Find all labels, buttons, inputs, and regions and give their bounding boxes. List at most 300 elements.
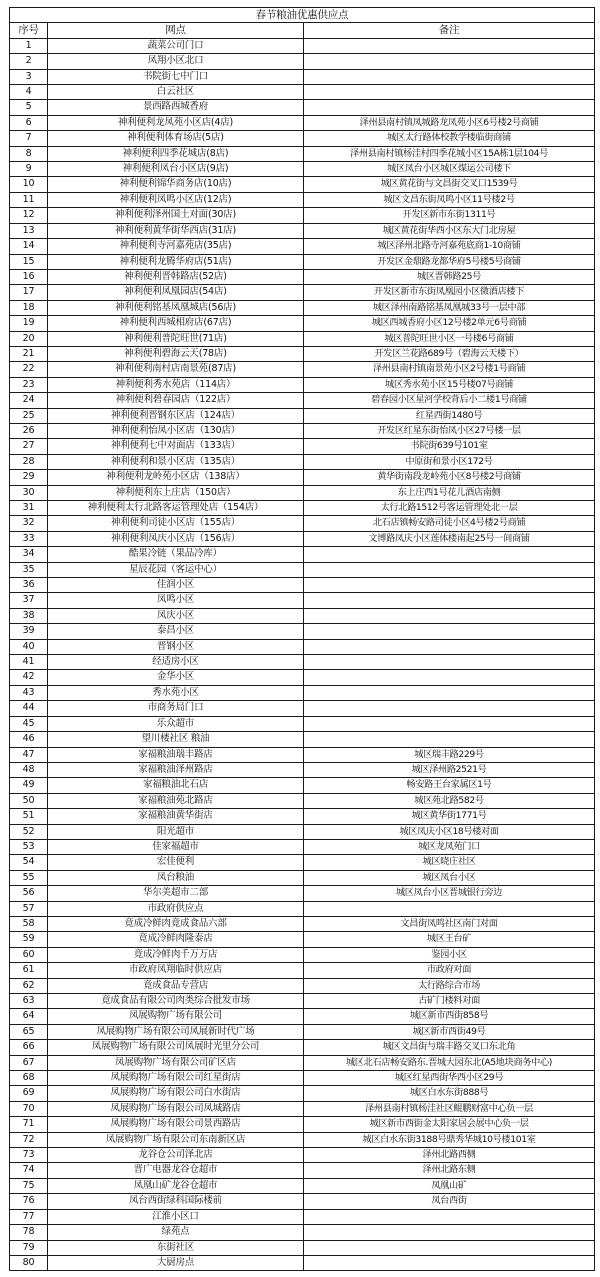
table-row: [10, 1132, 595, 1147]
table-row: [10, 1163, 595, 1178]
row-index: 71: [10, 1117, 48, 1132]
row-remark: [304, 608, 595, 623]
row-index: 75: [10, 1178, 48, 1193]
table-row: [10, 562, 595, 577]
row-index: 10: [10, 177, 48, 192]
row-index: 19: [10, 316, 48, 331]
row-index: 48: [10, 762, 48, 777]
table-row: [10, 1117, 595, 1132]
row-remark: 凤台西街: [304, 1194, 595, 1209]
table-row: [10, 778, 595, 793]
row-remark: [304, 38, 595, 53]
table-row: [10, 54, 595, 69]
table-row: [10, 716, 595, 731]
row-outlet: 阳光超市: [48, 824, 304, 839]
row-outlet: 家福粮油瑞丰路店: [48, 747, 304, 762]
row-outlet: 家福粮油黄华街店: [48, 809, 304, 824]
row-remark: 红星西街1480号: [304, 408, 595, 423]
row-outlet: 凤展购物广场有限公司景西路店: [48, 1117, 304, 1132]
row-index: 12: [10, 208, 48, 223]
row-outlet: 景西路西城香府: [48, 100, 304, 115]
row-outlet: 市政府供应点: [48, 901, 304, 916]
row-remark: 城区晓庄社区: [304, 855, 595, 870]
table-row: [10, 531, 595, 546]
row-remark: [304, 1209, 595, 1224]
row-remark: [304, 1240, 595, 1255]
table-row: [10, 870, 595, 885]
row-index: 58: [10, 916, 48, 931]
row-outlet: 神利便利泽州国土对面(30店): [48, 208, 304, 223]
row-remark: 城区凤庆小区18号楼对面: [304, 824, 595, 839]
row-index: 35: [10, 562, 48, 577]
row-outlet: 神利便利寺河嘉苑店(35店): [48, 239, 304, 254]
row-index: 6: [10, 115, 48, 130]
row-outlet: 神利便利晋韩路店(52店): [48, 269, 304, 284]
row-index: 21: [10, 346, 48, 361]
row-index: 33: [10, 531, 48, 546]
table-row: [10, 85, 595, 100]
row-outlet: 佳家福超市: [48, 839, 304, 854]
table-row: [10, 994, 595, 1009]
row-remark: [304, 54, 595, 69]
table-row: [10, 408, 595, 423]
row-remark: 城区凤台小区晋城银行旁边: [304, 886, 595, 901]
row-index: 40: [10, 639, 48, 654]
table-row: [10, 901, 595, 916]
row-outlet: 白云社区: [48, 85, 304, 100]
row-outlet: 家福粮油苑北路店: [48, 793, 304, 808]
table-row: [10, 947, 595, 962]
table-row: [10, 100, 595, 115]
row-index: 28: [10, 454, 48, 469]
row-index: 24: [10, 393, 48, 408]
row-index: 42: [10, 670, 48, 685]
row-index: 18: [10, 300, 48, 315]
table-row: [10, 747, 595, 762]
row-index: 77: [10, 1209, 48, 1224]
table-row: [10, 916, 595, 931]
table-row: [10, 1178, 595, 1193]
row-outlet: 经适房小区: [48, 655, 304, 670]
row-outlet: 神利便利四季花城店(8店): [48, 146, 304, 161]
row-index: 41: [10, 655, 48, 670]
row-outlet: 蔬菜公司门口: [48, 38, 304, 53]
table-row: [10, 608, 595, 623]
row-remark: 市政府对面: [304, 963, 595, 978]
row-remark: 城区文昌街与瑞丰路交叉口东北角: [304, 1040, 595, 1055]
row-outlet: 神利便利锦华商务店(10店): [48, 177, 304, 192]
row-outlet: 酷果冷链（果品冷库）: [48, 547, 304, 562]
row-remark: 碧春园小区星河学校背后小二楼1号商铺: [304, 393, 595, 408]
row-outlet: 竟成冷鲜肉竟成食品六部: [48, 916, 304, 931]
row-index: 14: [10, 239, 48, 254]
row-index: 74: [10, 1163, 48, 1178]
table-row: [10, 362, 595, 377]
header-remark: 备注: [304, 23, 595, 38]
row-outlet: 晋广电器龙谷仓超市: [48, 1163, 304, 1178]
row-remark: [304, 732, 595, 747]
table-row: [10, 793, 595, 808]
row-outlet: 凤翔小区北口: [48, 54, 304, 69]
row-outlet: 神利便利龙凤苑小区店(4店): [48, 115, 304, 130]
table-row: [10, 1225, 595, 1240]
row-outlet: 凤台西街绿科国际楼前: [48, 1194, 304, 1209]
table-row: [10, 192, 595, 207]
table-row: [10, 115, 595, 130]
table-row: [10, 485, 595, 500]
row-index: 26: [10, 423, 48, 438]
row-outlet: 竟成冷鲜肉千万万店: [48, 947, 304, 962]
row-remark: 城区泽州北路寺河嘉苑底商1-10商铺: [304, 239, 595, 254]
table-row: [10, 1040, 595, 1055]
row-remark: 黄华街南段龙岭苑小区8号楼2号商铺: [304, 470, 595, 485]
row-remark: [304, 639, 595, 654]
table-row: [10, 470, 595, 485]
row-outlet: 家福粮油泽州路店: [48, 762, 304, 777]
row-remark: 古矿门楼料对面: [304, 994, 595, 1009]
row-remark: 城区泽州路2521号: [304, 762, 595, 777]
row-outlet: 凤凰山矿龙谷仓超市: [48, 1178, 304, 1193]
row-outlet: 神利便利秀水苑店（114店）: [48, 377, 304, 392]
row-remark: 开发区新市东街1311号: [304, 208, 595, 223]
table-row: [10, 285, 595, 300]
row-index: 64: [10, 1009, 48, 1024]
row-remark: 太行北路1512号客运管理处北一层: [304, 501, 595, 516]
row-remark: [304, 85, 595, 100]
row-index: 70: [10, 1101, 48, 1116]
row-outlet: 星辰花园（客运中心）: [48, 562, 304, 577]
row-remark: [304, 593, 595, 608]
row-outlet: 大厨房点: [48, 1255, 304, 1270]
row-remark: 城区黄花街与文昌街交叉口1539号: [304, 177, 595, 192]
row-index: 79: [10, 1240, 48, 1255]
row-outlet: 凤展购物广场有限公司红星街店: [48, 1071, 304, 1086]
row-index: 15: [10, 254, 48, 269]
table-row: [10, 393, 595, 408]
row-outlet: 神利便利凤鸣小区店(12店): [48, 192, 304, 207]
row-remark: 城区苑北路582号: [304, 793, 595, 808]
row-remark: 城区秀水苑小区15号楼07号商铺: [304, 377, 595, 392]
table-row: [10, 963, 595, 978]
row-index: 27: [10, 439, 48, 454]
table-row: [10, 762, 595, 777]
row-outlet: 竟成冷鲜肉隆泰店: [48, 932, 304, 947]
row-outlet: 神利便利铭基凤凰城店(56店): [48, 300, 304, 315]
row-index: 62: [10, 978, 48, 993]
row-index: 22: [10, 362, 48, 377]
row-index: 13: [10, 223, 48, 238]
title-row: [10, 8, 595, 23]
row-remark: 泽州县南村镇杨洼村四季花城小区15A栋1层104号: [304, 146, 595, 161]
row-remark: [304, 547, 595, 562]
row-remark: 文博路凤庆小区莲体楼南起25号一间商铺: [304, 531, 595, 546]
row-remark: [304, 716, 595, 731]
table-row: [10, 331, 595, 346]
row-index: 32: [10, 516, 48, 531]
row-remark: 城区太行路体校教学楼临街商铺: [304, 131, 595, 146]
table-row: [10, 300, 595, 315]
table-row: [10, 1148, 595, 1163]
row-index: 50: [10, 793, 48, 808]
table-row: [10, 1055, 595, 1070]
table-row: [10, 886, 595, 901]
row-remark: 城区新市西街金太阳家居会展中心负一层: [304, 1117, 595, 1132]
table-row: [10, 516, 595, 531]
table-row: [10, 932, 595, 947]
header-index: 序号: [10, 23, 48, 38]
row-outlet: 市政府凤翔临时供应店: [48, 963, 304, 978]
table-row: [10, 1194, 595, 1209]
row-remark: 开发区金鼎路龙都华府5号楼5号商铺: [304, 254, 595, 269]
row-outlet: 金华小区: [48, 670, 304, 685]
table-row: [10, 732, 595, 747]
row-remark: 城区瑞丰路229号: [304, 747, 595, 762]
row-remark: 城区白水东街3188号鼎秀华城10号楼101室: [304, 1132, 595, 1147]
table-row: [10, 208, 595, 223]
table-row: [10, 1071, 595, 1086]
row-index: 16: [10, 269, 48, 284]
row-outlet: 家福粮油北石店: [48, 778, 304, 793]
row-outlet: 凤展购物广场有限公司凤展时光里分公司: [48, 1040, 304, 1055]
row-remark: 城区红星西街华西小区29号: [304, 1071, 595, 1086]
row-index: 55: [10, 870, 48, 885]
table-row: [10, 685, 595, 700]
row-remark: 城区龙凤苑门口: [304, 839, 595, 854]
table-row: [10, 547, 595, 562]
row-outlet: 神利便利七中对面店（133店）: [48, 439, 304, 454]
row-remark: 开发区新市东街凤凰园小区微酒店楼下: [304, 285, 595, 300]
row-outlet: 神利便利龙岭苑小区店（138店）: [48, 470, 304, 485]
row-index: 57: [10, 901, 48, 916]
outlet-table: [9, 7, 595, 1271]
row-outlet: 凤展购物广场有限公司: [48, 1009, 304, 1024]
row-remark: [304, 1225, 595, 1240]
table-row: [10, 346, 595, 361]
table-row: [10, 839, 595, 854]
row-index: 78: [10, 1225, 48, 1240]
row-index: 5: [10, 100, 48, 115]
row-remark: [304, 69, 595, 84]
table-row: [10, 454, 595, 469]
row-remark: 文昌街凤鸣社区南门对面: [304, 916, 595, 931]
row-remark: [304, 685, 595, 700]
row-remark: 城区文昌东街凤鸣小区11号楼2号: [304, 192, 595, 207]
row-index: 3: [10, 69, 48, 84]
table-row: [10, 69, 595, 84]
table-row: [10, 639, 595, 654]
table-row: [10, 578, 595, 593]
row-outlet: 神利便利黄华街华西店(31店): [48, 223, 304, 238]
row-outlet: 佳润小区: [48, 578, 304, 593]
row-outlet: 神利便利体育场店(5店): [48, 131, 304, 146]
header-outlet: 网点: [48, 23, 304, 38]
row-remark: 北石店镇畅安路司徒小区4号楼2号商铺: [304, 516, 595, 531]
table-row: [10, 978, 595, 993]
row-remark: 城区北石店畅安路东.晋城大园东北(A5地块商务中心): [304, 1055, 595, 1070]
row-index: 56: [10, 886, 48, 901]
row-outlet: 凤展购物广场有限公司白水街店: [48, 1086, 304, 1101]
row-outlet: 神利便利东上庄店（150店）: [48, 485, 304, 500]
row-outlet: 乐众超市: [48, 716, 304, 731]
row-outlet: 书院街七中门口: [48, 69, 304, 84]
row-remark: 城区白水东街888号: [304, 1086, 595, 1101]
row-outlet: 龙谷仓公司泽北店: [48, 1148, 304, 1163]
row-remark: 城区晋韩路25号: [304, 269, 595, 284]
row-index: 49: [10, 778, 48, 793]
row-index: 29: [10, 470, 48, 485]
table-row: [10, 1240, 595, 1255]
row-index: 34: [10, 547, 48, 562]
row-outlet: 望川楼社区 粮油: [48, 732, 304, 747]
table-row: [10, 809, 595, 824]
table-row: [10, 131, 595, 146]
table-row: [10, 162, 595, 177]
row-remark: 中原街和景小区172号: [304, 454, 595, 469]
table-row: [10, 655, 595, 670]
row-remark: 太行路综合市场: [304, 978, 595, 993]
row-index: 76: [10, 1194, 48, 1209]
table-row: [10, 1024, 595, 1039]
row-index: 63: [10, 994, 48, 1009]
row-index: 60: [10, 947, 48, 962]
row-outlet: 凤展购物广场有限公司凤城路店: [48, 1101, 304, 1116]
row-outlet: 宏佳便利: [48, 855, 304, 870]
row-outlet: 神利便利和景小区店（135店）: [48, 454, 304, 469]
row-outlet: 市商务局门口: [48, 701, 304, 716]
row-remark: 城区西城香府小区12号楼2单元6号商铺: [304, 316, 595, 331]
row-outlet: 东街社区: [48, 1240, 304, 1255]
row-remark: [304, 901, 595, 916]
table-row: [10, 38, 595, 53]
row-outlet: 神利便利太行北路客运管理处店（154店）: [48, 501, 304, 516]
row-index: 80: [10, 1255, 48, 1270]
row-index: 38: [10, 608, 48, 623]
table-row: [10, 423, 595, 438]
row-index: 47: [10, 747, 48, 762]
row-remark: [304, 624, 595, 639]
row-outlet: 竟成食品有限公司肉类综合批发市场: [48, 994, 304, 1009]
row-remark: 泽州北路东侧: [304, 1163, 595, 1178]
row-outlet: 泰昌小区: [48, 624, 304, 639]
row-outlet: 凤台粮油: [48, 870, 304, 885]
row-outlet: 神利便利普陀旺世(71店): [48, 331, 304, 346]
row-index: 65: [10, 1024, 48, 1039]
row-index: 30: [10, 485, 48, 500]
row-index: 46: [10, 732, 48, 747]
row-outlet: 神利便利西城相府店(67店): [48, 316, 304, 331]
row-index: 31: [10, 501, 48, 516]
table-row: [10, 701, 595, 716]
row-remark: 书院街639号101室: [304, 439, 595, 454]
row-index: 7: [10, 131, 48, 146]
row-remark: [304, 100, 595, 115]
table-row: [10, 177, 595, 192]
table-row: [10, 593, 595, 608]
row-remark: 城区普陀旺世小区一号楼6号商铺: [304, 331, 595, 346]
row-index: 4: [10, 85, 48, 100]
row-remark: 泽州县南村镇南景苑小区2号楼1号商铺: [304, 362, 595, 377]
table-row: [10, 670, 595, 685]
row-remark: [304, 701, 595, 716]
row-index: 59: [10, 932, 48, 947]
row-index: 25: [10, 408, 48, 423]
row-remark: 鉴园小区: [304, 947, 595, 962]
row-outlet: 神利便利龙腾华府店(51店): [48, 254, 304, 269]
table-row: [10, 377, 595, 392]
row-index: 11: [10, 192, 48, 207]
table-row: [10, 146, 595, 161]
row-index: 66: [10, 1040, 48, 1055]
row-remark: 城区凤台小区城区煤运公司楼下: [304, 162, 595, 177]
row-remark: 城区王台矿: [304, 932, 595, 947]
row-index: 9: [10, 162, 48, 177]
row-remark: [304, 562, 595, 577]
row-index: 69: [10, 1086, 48, 1101]
row-remark: 城区新市西街858号: [304, 1009, 595, 1024]
row-outlet: 晋钢小区: [48, 639, 304, 654]
table-row: [10, 501, 595, 516]
row-outlet: 神利便利碧春园店（122店）: [48, 393, 304, 408]
row-index: 73: [10, 1148, 48, 1163]
table-title: 春节粮油优惠供应点: [10, 8, 595, 23]
row-outlet: 神利便利凤庆小区店（156店）: [48, 531, 304, 546]
row-index: 53: [10, 839, 48, 854]
table-row: [10, 1209, 595, 1224]
table-row: [10, 1255, 595, 1270]
row-index: 23: [10, 377, 48, 392]
row-remark: [304, 578, 595, 593]
row-index: 43: [10, 685, 48, 700]
row-outlet: 神利便利碧海云天(78店): [48, 346, 304, 361]
row-remark: 泽州北路西侧: [304, 1148, 595, 1163]
row-index: 36: [10, 578, 48, 593]
row-index: 37: [10, 593, 48, 608]
row-outlet: 凤展购物广场有限公司东南新区店: [48, 1132, 304, 1147]
row-remark: 开发区兰花路689号（碧海云天楼下）: [304, 346, 595, 361]
table-row: [10, 439, 595, 454]
row-outlet: 神利便利司徒小区店（155店）: [48, 516, 304, 531]
row-index: 45: [10, 716, 48, 731]
row-outlet: 神利便利怡凤小区店（130店）: [48, 423, 304, 438]
row-remark: 城区泽州南路铭基凤凰城33号一层中部: [304, 300, 595, 315]
row-index: 39: [10, 624, 48, 639]
row-remark: 城区黄华街1771号: [304, 809, 595, 824]
row-outlet: 神利便利南村店南景苑(87店): [48, 362, 304, 377]
table-row: [10, 316, 595, 331]
row-index: 51: [10, 809, 48, 824]
row-index: 67: [10, 1055, 48, 1070]
row-remark: 开发区红星东街怡凤小区27号楼一层: [304, 423, 595, 438]
row-outlet: 神利便利凤台小区店(9店): [48, 162, 304, 177]
table-row: [10, 624, 595, 639]
row-remark: 城区黄花街华西小区东大门北房屋: [304, 223, 595, 238]
table-row: [10, 1009, 595, 1024]
header-row: [10, 23, 595, 38]
row-remark: 泽州县南村镇杨洼社区鲲鹏财富中心负一层: [304, 1101, 595, 1116]
row-index: 52: [10, 824, 48, 839]
row-remark: 泽州县南村镇凤城路龙凤苑小区6号楼2号商铺: [304, 115, 595, 130]
table-row: [10, 223, 595, 238]
row-index: 17: [10, 285, 48, 300]
row-remark: 东上庄西1号花儿酒店南侧: [304, 485, 595, 500]
row-index: 68: [10, 1071, 48, 1086]
row-outlet: 江淮小区口: [48, 1209, 304, 1224]
row-outlet: 竟成食品专营店: [48, 978, 304, 993]
row-remark: 城区新市西街49号: [304, 1024, 595, 1039]
row-remark: 凤凰山矿: [304, 1178, 595, 1193]
row-outlet: 凤展购物广场有限公司凤展新时代广场: [48, 1024, 304, 1039]
row-outlet: 神利便利凤凰园店(54店): [48, 285, 304, 300]
